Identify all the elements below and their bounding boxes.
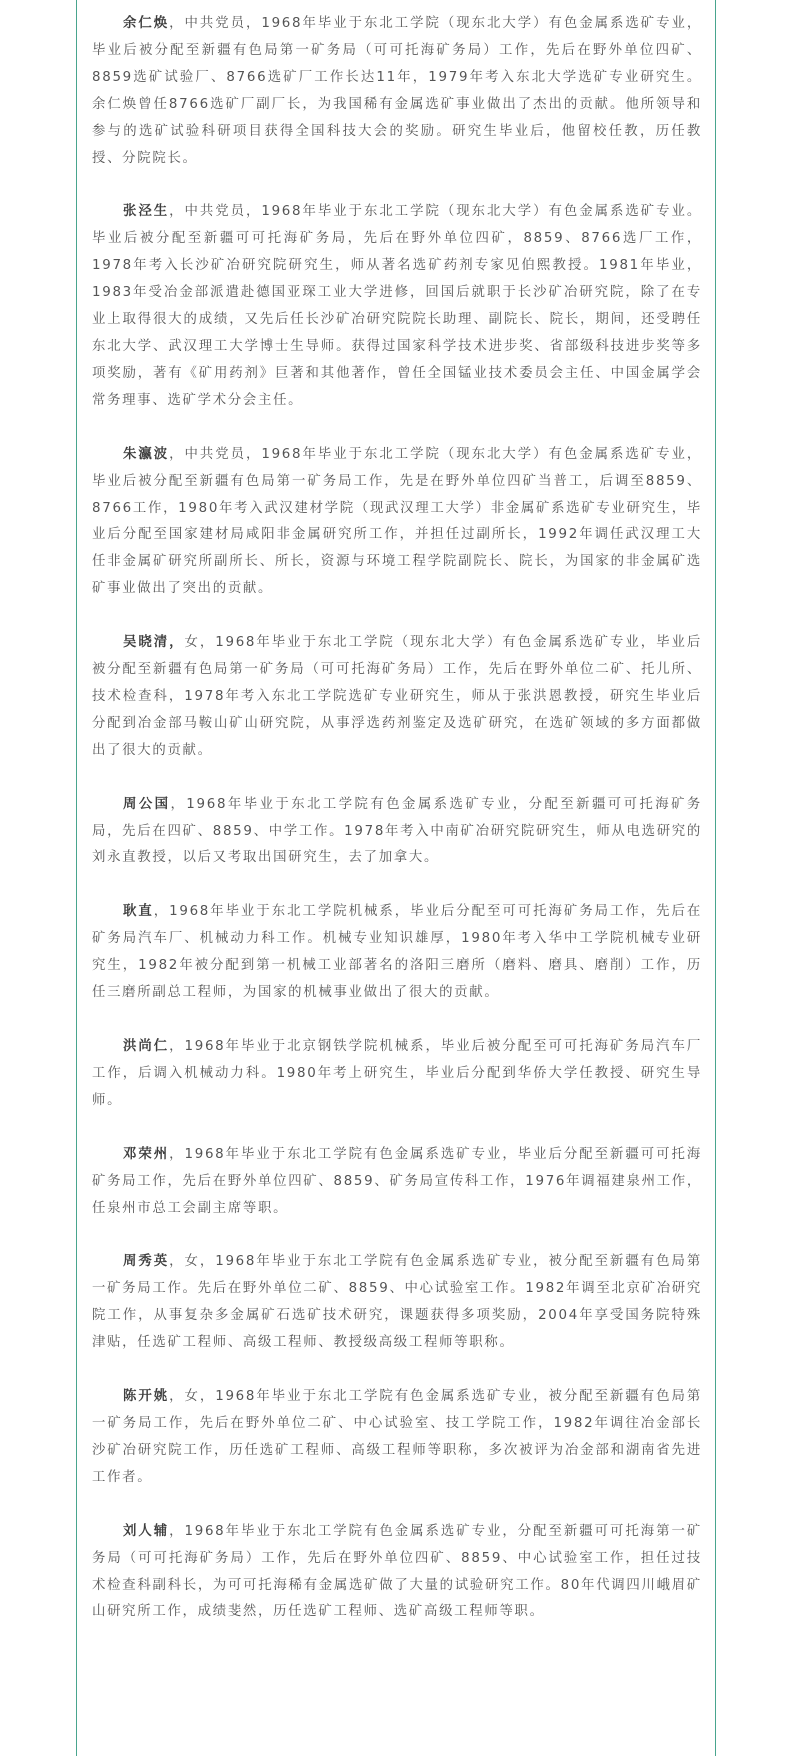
person-name: 周秀英 — [123, 1254, 170, 1270]
bio-paragraph — [92, 792, 702, 873]
person-name: 周公国 — [123, 796, 171, 812]
person-name: 余仁焕 — [123, 16, 170, 31]
bio-paragraph — [92, 899, 702, 1007]
person-name: 张泾生 — [123, 204, 170, 220]
bio-text: ，中共党员，1968年毕业于东北工学院（现东北大学）有色金属系选矿专业，毕业后被分配至新疆有色局第一矿务局（可可托海矿务局）工作，先后在野外单位四矿、8859选矿试验厂、8766选矿厂工作长达11年，1979年考入东北大学选矿专业研究生。余仁焕曾任8766选矿厂副厂长，为我国稀有金属选矿事业做出了杰出的贡献。他所领导和参与的选矿试验科研项目获得全国科技大会的奖励。研究生毕业后，他留校任教，历任教授、分院院长。 — [92, 16, 702, 166]
bio-text: ，1968年毕业于东北工学院有色金属系选矿专业，毕业后分配至新疆可可托海矿务局工作，先后在野外单位四矿、8859、矿务局宣传科工作，1976年调福建泉州工作，任泉州市总工会副主席等职。 — [92, 1146, 702, 1216]
bio-paragraph — [92, 1249, 702, 1357]
bio-paragraph — [92, 11, 702, 172]
bio-text: ，1968年毕业于东北工学院机械系，毕业后分配至可可托海矿务局工作，先后在矿务局汽车厂、机械动力科工作。机械专业知识雄厚，1980年考入华中工学院机械专业研究生，1982年被分配到第一机械工业部著名的洛阳三磨所（磨料、磨具、磨削）工作，历任三磨所副总工程师，为国家的机械事业做出了很大的贡献。 — [92, 904, 702, 1001]
bio-text: ，1968年毕业于东北工学院有色金属系选矿专业，分配至新疆可可托海第一矿务局（可可托海矿务局）工作，先后在野外单位四矿、8859、中心试验室工作，担任过技术检查科副科长，为可可托海稀有金属选矿做了大量的试验研究工作。80年代调四川峨眉矿山研究所工作，成绩斐然，历任选矿工程师、选矿高级工程师等职。 — [92, 1523, 702, 1620]
person-name: 陈开姚 — [123, 1389, 170, 1405]
person-name: 洪尚仁 — [123, 1039, 170, 1054]
person-name: 吴晓清， — [123, 635, 185, 651]
bio-paragraph — [92, 1142, 702, 1223]
bio-paragraph — [92, 1519, 702, 1627]
bio-text: ，女，1968年毕业于东北工学院有色金属系选矿专业，被分配至新疆有色局第一矿务局工作。先后在野外单位二矿、8859、中心试验室工作。1982年调至北京矿冶研究院工作，从事复杂多金属矿石选矿技术研究，课题获得多项奖励，2004年享受国务院特殊津贴，任选矿工程师、高级工程师、教授级高级工程师等职称。 — [92, 1254, 702, 1351]
bio-text: ，女，1968年毕业于东北工学院有色金属系选矿专业，被分配至新疆有色局第一矿务局工作，先后在野外单位二矿、中心试验室、技工学院工作，1982年调往冶金部长沙矿冶研究院工作，历任选矿工程师、高级工程师等职称，多次被评为冶金部和湖南省先进工作者。 — [92, 1389, 702, 1485]
bio-text: ，1968年毕业于北京钢铁学院机械系，毕业后被分配至可可托海矿务局汽车厂工作，后调入机械动力科。1980年考上研究生，毕业后分配到华侨大学任教授、研究生导师。 — [92, 1039, 702, 1108]
person-name: 刘人辅 — [123, 1523, 170, 1539]
bio-paragraph — [92, 630, 702, 765]
person-name: 邓荣州 — [123, 1146, 170, 1162]
bio-paragraph — [92, 1384, 702, 1492]
person-name: 朱瀛波 — [123, 446, 170, 462]
bio-text: 女，1968年毕业于东北工学院（现东北大学）有色金属系选矿专业，毕业后被分配至新疆有色局第一矿务局（可可托海矿务局）工作，先后在野外单位二矿、托儿所、技术检查科，1978年考入东北工学院选矿专业研究生，师从于张洪恩教授，研究生毕业后分配到冶金部马鞍山矿山研究院，从事浮选药剂鉴定及选矿研究，在选矿领域的多方面都做出了很大的贡献。 — [92, 635, 702, 758]
person-name: 耿直 — [123, 904, 154, 920]
article-body — [92, 11, 702, 1653]
bio-text: ，中共党员，1968年毕业于东北工学院（现东北大学）有色金属系选矿专业，毕业后被分配至新疆有色局第一矿务局工作，先是在野外单位四矿当普工，后调至8859、8766工作，1980年考入武汉建材学院（现武汉理工大学）非金属矿系选矿专业研究生，毕业后分配至国家建材局咸阳非金属研究所工作，并担任过副所长，1992年调任武汉理工大任非金属矿研究所副所长、所长，资源与环境工程学院副院长、院长，为国家的非金属矿选矿事业做出了突出的贡献。 — [92, 446, 702, 597]
bio-paragraph — [92, 1034, 702, 1115]
bio-text: ，1968年毕业于东北工学院有色金属系选矿专业，分配至新疆可可托海矿务局，先后在四矿、8859、中学工作。1978年考入中南矿冶研究院研究生，师从电选研究的刘永直教授，以后又考取出国研究生，去了加拿大。 — [92, 796, 702, 866]
bio-text: ，中共党员，1968年毕业于东北工学院（现东北大学）有色金属系选矿专业。毕业后被分配至新疆可可托海矿务局，先后在野外单位四矿，8859、8766选厂工作，1978年考入长沙矿冶研究院研究生，师从著名选矿药剂专家见伯熙教授。1981年毕业，1983年受冶金部派遣赴德国亚琛工业大学进修，回国后就职于长沙矿冶研究院，除了在专业上取得很大的成绩，又先后任长沙矿冶研究院院长助理、副院长、院长，期间，还受聘任东北大学、武汉理工大学博士生导师。获得过国家科学技术进步奖、省部级科技进步奖等多项奖励，著有《矿用药剂》巨著和其他著作，曾任全国锰业技术委员会主任、中国金属学会常务理事、选矿学术分会主任。 — [92, 204, 702, 408]
bio-paragraph — [92, 442, 702, 603]
bio-paragraph — [92, 199, 702, 414]
